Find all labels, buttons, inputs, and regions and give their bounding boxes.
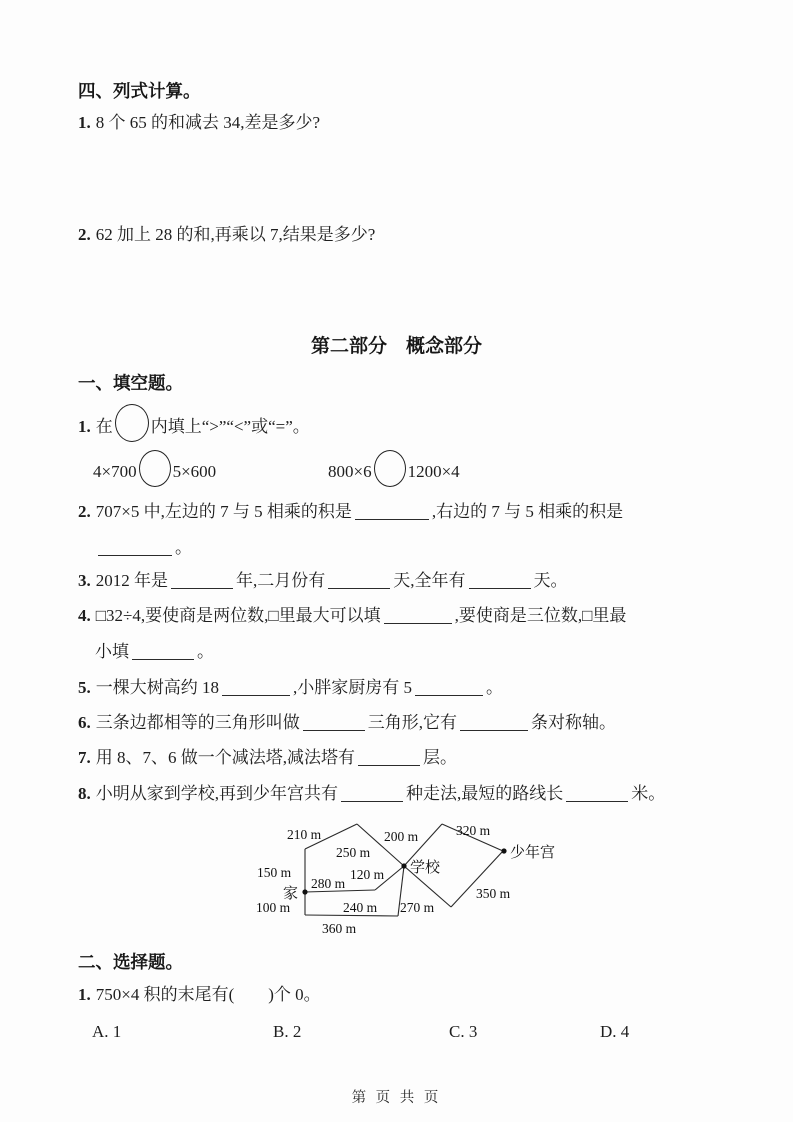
question-text: 小填 <box>95 642 129 661</box>
fill-question-5 <box>78 677 503 699</box>
label-240m: 240 m <box>343 900 378 915</box>
question-text: ,右边的 7 与 5 相乘的积是 <box>431 502 624 521</box>
label-360m: 360 m <box>322 921 357 936</box>
part2-heading: 第二部分 概念部分 <box>310 336 482 357</box>
question-text: 天,全年有 <box>393 571 466 590</box>
fill-question-3 <box>78 570 568 592</box>
fill-question-4-cont <box>95 641 214 663</box>
fill-question-8 <box>78 783 665 805</box>
section-calc-title: 四、列式计算。 <box>78 81 201 101</box>
blank-line <box>98 539 172 556</box>
question-number: 7. <box>78 748 91 767</box>
question-text: 天。 <box>533 571 568 590</box>
label-100m: 100 m <box>256 900 291 915</box>
question-text: 米。 <box>631 784 666 803</box>
blank-line <box>415 679 483 696</box>
compare-group-1 <box>93 450 216 487</box>
home-dot <box>302 889 307 894</box>
fill-question-6 <box>78 712 616 734</box>
fill-question-4 <box>78 605 626 627</box>
question-text: 。 <box>197 642 214 661</box>
question-text: 一棵大树高约 18 <box>95 678 219 697</box>
blank-line <box>566 785 628 802</box>
question-text: □32÷4,要使商是两位数,□里最大可以填 <box>95 606 381 625</box>
label-palace: 少年宫 <box>510 845 556 861</box>
question-text: 年,二月份有 <box>236 571 326 590</box>
compare-row <box>78 450 738 490</box>
compare-group-2 <box>328 450 460 487</box>
option-c: C. 3 <box>449 1022 478 1041</box>
question-text: 。 <box>175 538 192 557</box>
question-number: 2. <box>78 225 91 244</box>
page-footer: 第 页 共 页 <box>351 1090 442 1106</box>
label-home: 家 <box>283 886 299 902</box>
option-d: D. 4 <box>600 1022 630 1041</box>
question-text: ,要使商是三位数,□里最 <box>454 606 627 625</box>
label-school: 学校 <box>410 860 441 876</box>
question-text: 62 加上 28 的和,再乘以 7,结果是多少? <box>95 225 376 244</box>
label-210m: 210 m <box>287 827 322 842</box>
question-number: 5. <box>78 678 91 697</box>
question-number: 8. <box>78 784 91 803</box>
question-text: 。 <box>486 678 503 697</box>
compare-right: 1200×4 <box>407 462 460 481</box>
blank-line <box>384 607 452 624</box>
label-150m: 150 m <box>257 865 292 880</box>
palace-dot <box>501 848 506 853</box>
compare-circle <box>374 450 406 487</box>
question-text: 小明从家到学校,再到少年宫共有 <box>95 784 338 803</box>
school-dot <box>401 863 406 868</box>
question-text: 种走法,最短的路线长 <box>406 784 564 803</box>
compare-left: 4×700 <box>93 462 137 481</box>
blank-line <box>222 679 290 696</box>
question-text: 层。 <box>423 748 457 767</box>
label-280m: 280 m <box>311 876 346 891</box>
label-270m: 270 m <box>400 900 435 915</box>
question-text: 用 8、7、6 做一个减法塔,减法塔有 <box>95 748 355 767</box>
option-a: A. 1 <box>92 1022 122 1041</box>
question-text: 内填上“>”“<”或“=”。 <box>150 417 310 436</box>
label-250m: 250 m <box>336 845 371 860</box>
calc-question-2 <box>78 224 375 246</box>
choice-options-row <box>0 1021 793 1045</box>
blank-line <box>171 572 233 589</box>
blank-line <box>460 714 528 731</box>
blank-line <box>328 572 390 589</box>
blank-line <box>469 572 531 589</box>
question-text: 在 <box>95 417 113 436</box>
blank-line <box>358 749 420 766</box>
blank-line <box>355 503 429 520</box>
blank-line <box>132 643 194 660</box>
blank-line <box>341 785 403 802</box>
question-number: 2. <box>78 502 91 521</box>
section-fill-title: 一、填空题。 <box>78 373 183 393</box>
label-320m: 320 m <box>456 823 491 838</box>
label-350m: 350 m <box>476 886 511 901</box>
question-number: 6. <box>78 713 91 732</box>
question-number: 1. <box>78 113 91 132</box>
answer-circle <box>115 404 149 442</box>
question-text: 8 个 65 的和减去 34,差是多少? <box>95 113 321 132</box>
question-number: 1. <box>78 417 91 436</box>
calc-question-1 <box>78 112 320 134</box>
question-text: 三条边都相等的三角形叫做 <box>95 713 300 732</box>
question-text: 2012 年是 <box>95 571 168 590</box>
question-text: 750×4 积的末尾有( )个 0。 <box>95 985 321 1004</box>
question-text: 707×5 中,左边的 7 与 5 相乘的积是 <box>95 502 352 521</box>
question-text: 三角形,它有 <box>367 713 457 732</box>
compare-left: 800×6 <box>328 462 372 481</box>
edge-360m <box>305 915 398 916</box>
fill-question-1 <box>78 404 310 442</box>
choice-question-1 <box>78 984 321 1006</box>
place-labels <box>283 843 555 902</box>
compare-right: 5×600 <box>172 462 217 481</box>
route-diagram <box>238 812 560 944</box>
route-labels <box>256 823 511 936</box>
label-120m: 120 m <box>350 867 385 882</box>
label-200m: 200 m <box>384 829 419 844</box>
question-number: 3. <box>78 571 91 590</box>
blank-line <box>303 714 365 731</box>
question-text: 条对称轴。 <box>531 713 616 732</box>
compare-circle <box>139 450 171 487</box>
fill-question-7 <box>78 747 457 769</box>
fill-question-2 <box>78 501 623 523</box>
fill-question-2-cont <box>95 537 192 559</box>
question-number: 1. <box>78 985 91 1004</box>
question-text: ,小胖家厨房有 5 <box>293 678 412 697</box>
section-choice-title: 二、选择题。 <box>78 952 183 972</box>
option-b: B. 2 <box>273 1022 302 1041</box>
question-number: 4. <box>78 606 91 625</box>
